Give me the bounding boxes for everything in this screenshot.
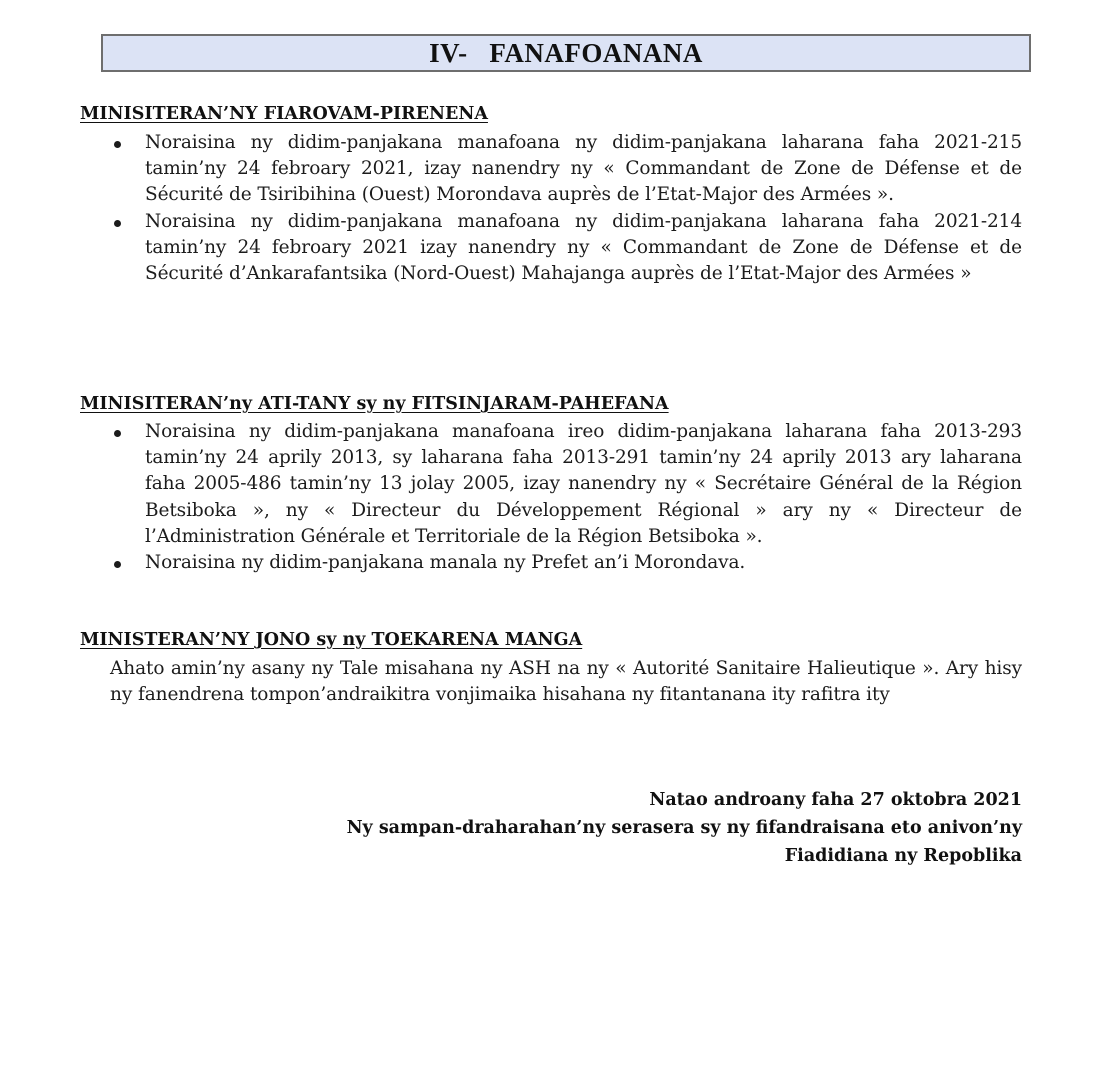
list-item [110, 419, 1022, 550]
section-title-territory: MINISITERAN’ny ATI-TANY sy ny FITSINJARAM-PAHEFANA [80, 394, 669, 414]
signature-date: Natao androany faha 27 oktobra 2021 [649, 790, 1022, 810]
list-item-text: Noraisina ny didim-panjakana manafoana ny didim-panjakana laharana faha 2021-215 tamin’ny 24 febroary 2021, izay nanendry ny « Commandant de Zone de Défense et de Sécurité de Tsiribihina (Ouest) Morondava auprès de l’Etat-Major des Armées ». [145, 132, 1022, 206]
section-title-fisheries: MINISTERAN’NY JONO sy ny TOEKARENA MANGA [80, 630, 583, 650]
section-fisheries-paragraph: Ahato amin’ny asany ny Tale misahana ny ASH na ny « Autorité Sanitaire Halieutique ». Ary hisy ny fanendrena tompon’andraikitra vonjimaika hisahana ny fitantanana ity rafitra ity [110, 658, 1022, 706]
section-title-defense: MINISITERAN’NY FIAROVAM-PIRENENA [80, 104, 488, 124]
list-item [110, 130, 1022, 209]
list-item-text: Noraisina ny didim-panjakana manafoana ireo didim-panjakana laharana faha 2013-293 tamin’ny 24 aprily 2013, sy laharana faha 2013-291 tamin’ny 24 aprily 2013 ary laharana faha 2005-486 tamin’ny 13 jolay 2005, izay nanendry ny « Secrétaire Général de la Région Betsiboka », ny « Directeur du Développement Régional » ary ny « Directeur de l’Administration Générale et Territoriale de la Région Betsiboka ». [145, 421, 1022, 547]
section-header-box [101, 34, 1031, 72]
list-item-text: Noraisina ny didim-panjakana manafoana ny didim-panjakana laharana faha 2021-214 tamin’ny 24 febroary 2021 izay nanendry ny « Commandant de Zone de Défense et de Sécurité d’Ankarafantsika (Nord-Ouest) Mahajanga auprès de l’Etat-Major des Armées » [145, 210, 1022, 285]
bullet-icon [114, 561, 121, 568]
signature-block [347, 786, 1022, 870]
page-title: IV- FANAFOANANA [429, 37, 703, 68]
bullet-icon [114, 220, 121, 227]
list-item [110, 209, 1022, 288]
signature-office: Ny sampan-draharahan’ny serasera sy ny fifandraisana eto anivon’ny [346, 818, 1022, 838]
signature-authority: Fiadidiana ny Repoblika [784, 846, 1022, 866]
bullet-icon [114, 430, 121, 437]
bullet-icon [114, 141, 121, 148]
section-defense-list [110, 130, 1022, 287]
section-territory-list [110, 419, 1022, 576]
list-item [110, 550, 1022, 576]
list-item-text: Noraisina ny didim-panjakana manala ny Prefet an’i Morondava. [145, 552, 746, 574]
